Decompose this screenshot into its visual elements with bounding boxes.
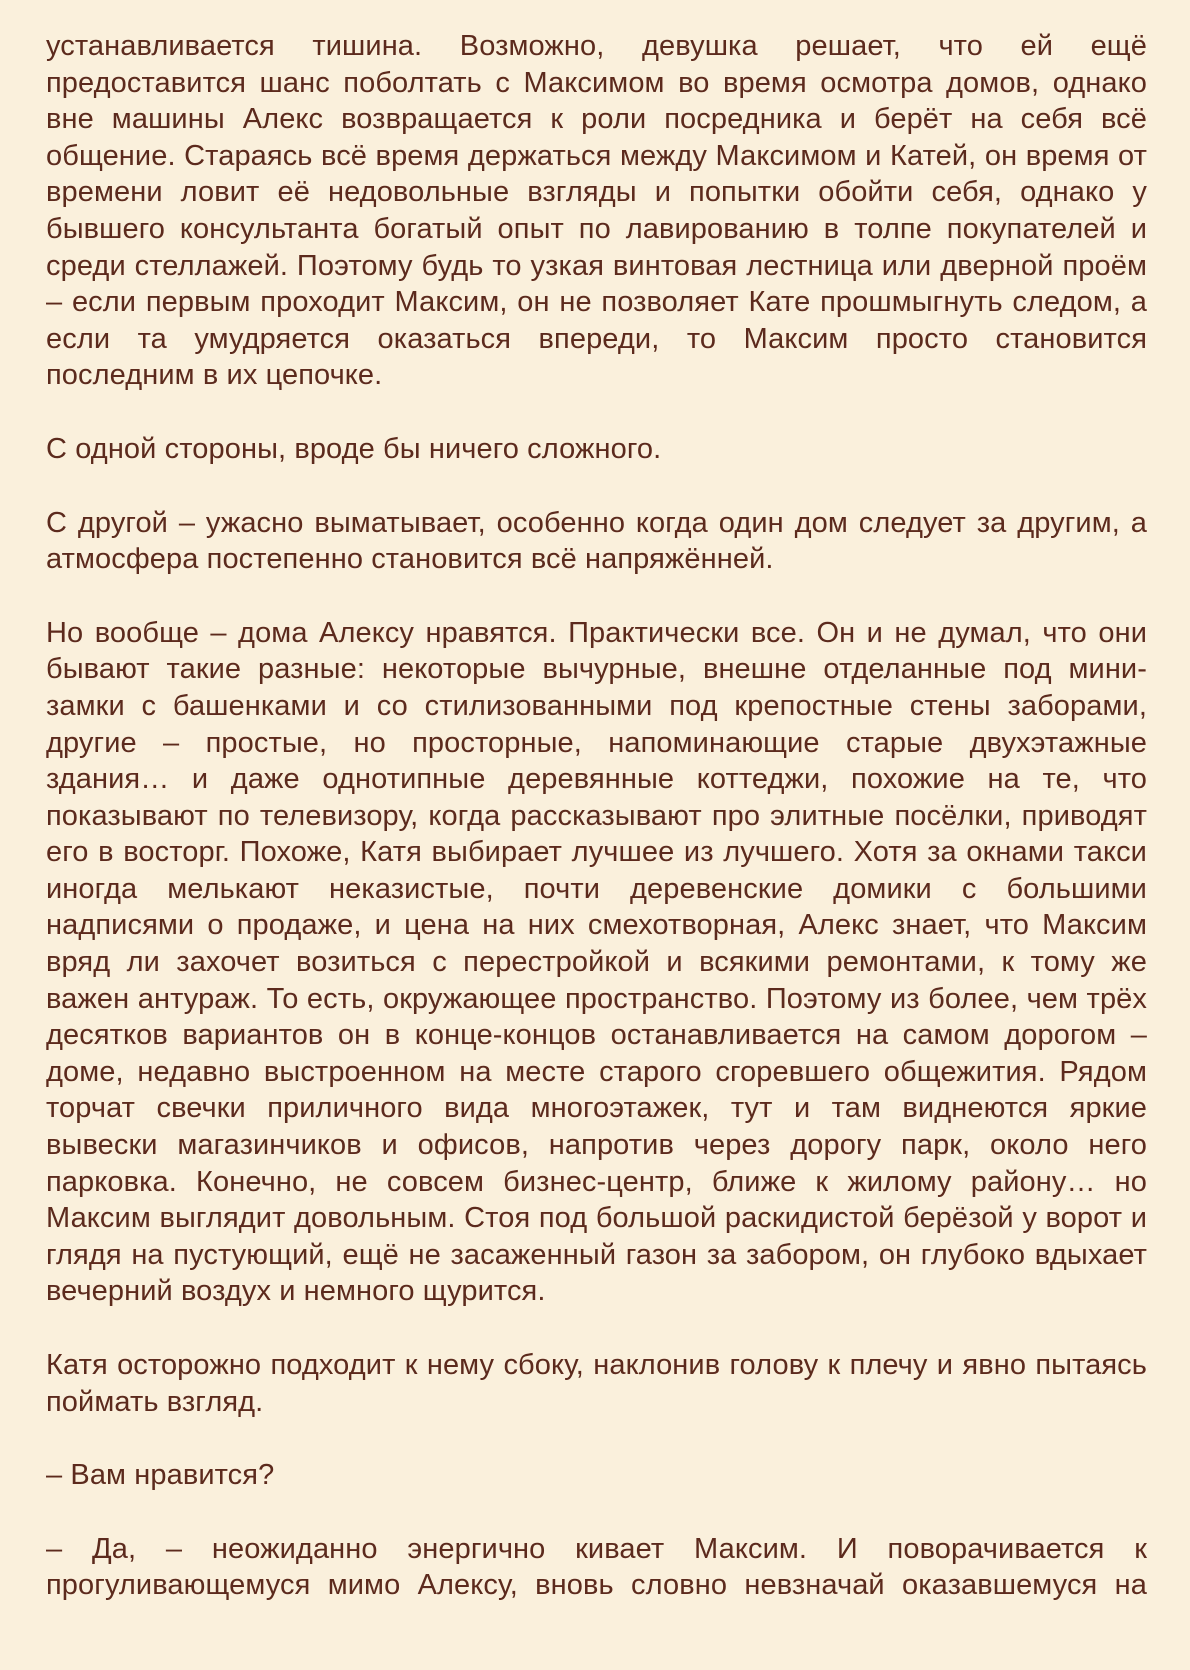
paragraph-1: устанавливается тишина. Возможно, девушка решает, что ей ещё предоставится шанс поболтать с Максимом во время осмотра домов, однако вне машины Алекс возвращается к роли посредника и берёт на себя всё общение. Стараясь всё время держаться между Максимом и Катей, он время от времени ловит её недовольные взгляды и попытки обойти себя, однако у бывшего консультанта богатый опыт по лавированию в толпе покупателей и среди стеллажей. Поэтому будь то узкая винтовая лестница или дверной проём – если первым проходит Максим, он не позволяет Кате прошмыгнуть следом, а если та умудряется оказаться впереди, то Максим просто становится последним в их цепочке. xyxy=(46,30,1147,392)
paragraph-4: Но вообще – дома Алексу нравятся. Практически все. Он и не думал, что они бывают такие разные: некоторые вычурные, внешне отделанные под мини-замки с башенками и со стилизованными под крепостные стены заборами, другие – простые, но просторные, напоминающие старые двухэтажные здания… и даже однотипные деревянные коттеджи, похожие на те, что показывают по телевизору, когда рассказывают про элитные посёлки, приводят его в восторг. Похоже, Катя выбирает лучшее из лучшего. Хотя за окнами такси иногда мелькают неказистые, почти деревенские домики с большими надписями о продаже, и цена на них смехотворная, Алекс знает, что Максим вряд ли захочет возиться с перестройкой и всякими ремонтами, к тому же важен антураж. То есть, окружающее пространство. Поэтому из более, чем трёх десятков вариантов он в конце-концов останавливается на самом дорогом – доме, недавно выстроенном на месте старого сгоревшего общежития. Рядом торчат свечки приличного вида многоэтажек, тут и там виднеются яркие вывески магазинчиков и офисов, напротив через дорогу парк, около него парковка. Конечно, не совсем бизнес-центр, ближе к жилому району… но Максим выглядит довольным. Стоя под большой раскидистой берёзой у ворот и глядя на пустующий, ещё не засаженный газон за забором, он глубоко вдыхает вечерний воздух и немного щурится. xyxy=(46,616,1147,1308)
paragraph-3: С другой – ужасно выматывает, особенно когда один дом следует за другим, а атмосфера постепенно становится всё напряжённей. xyxy=(46,506,1147,576)
paragraph-7: – Да, – неожиданно энергично кивает Максим. И поворачивается к прогуливающемуся мимо Алексу, вновь словно невзначай оказавшемуся на xyxy=(46,1532,1147,1602)
paragraph-5: Катя осторожно подходит к нему сбоку, наклонив голову к плечу и явно пытаясь поймать взгляд. xyxy=(46,1349,1147,1418)
paragraph-2: С одной стороны, вроде бы ничего сложного. xyxy=(46,432,662,465)
paragraph-6: – Вам нравится? xyxy=(46,1459,275,1492)
